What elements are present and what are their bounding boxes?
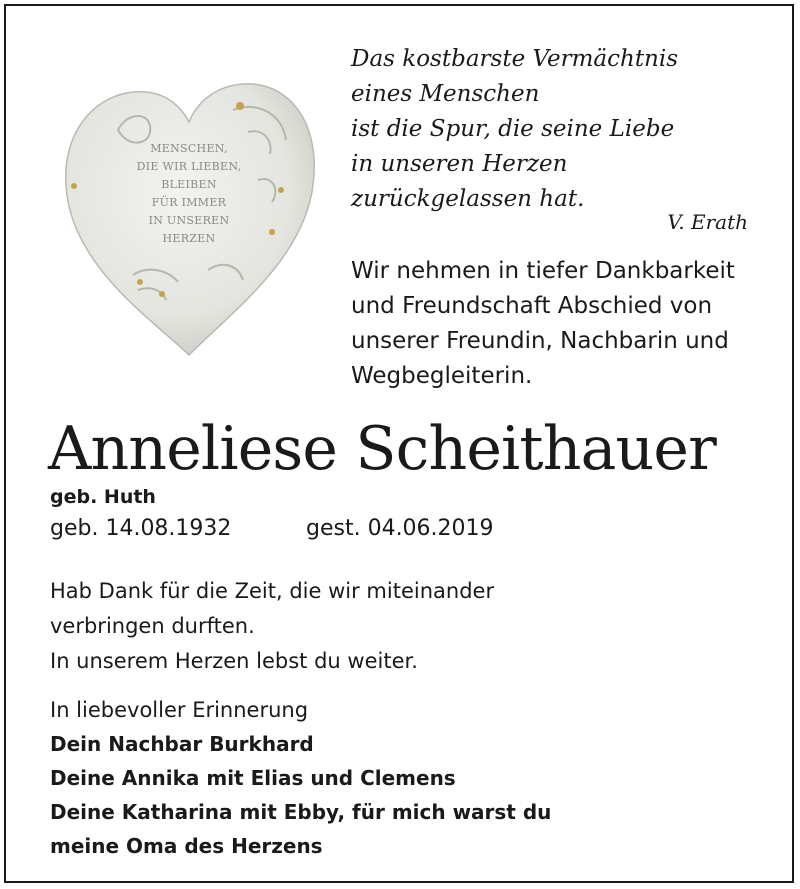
poem-line: eines Menschen: [351, 81, 540, 107]
signature-line: Dein Nachbar Burkhard: [50, 732, 314, 756]
thanks-line: verbringen durften.: [50, 614, 255, 638]
poem-line: in unseren Herzen: [351, 151, 568, 177]
poem: [351, 42, 761, 217]
death-date: gest. 04.06.2019: [306, 516, 494, 541]
poem-author: V. Erath: [667, 210, 748, 234]
heart-line: MENSCHEN,: [150, 142, 228, 155]
heart-inscription: [58, 140, 320, 248]
birth-date: geb. 14.08.1932: [50, 516, 232, 541]
intro-line: Wegbegleiterin.: [351, 363, 533, 389]
signature-line: meine Oma des Herzens: [50, 834, 323, 858]
thanks-text: [50, 574, 494, 679]
signature-line: Deine Katharina mit Ebby, für mich warst du: [50, 800, 552, 824]
heart-line: BLEIBEN: [161, 178, 217, 191]
intro-text: [351, 254, 771, 394]
memory-heading: In liebevoller Erinnerung: [50, 698, 309, 722]
life-dates: [50, 516, 494, 541]
obituary-frame: [4, 4, 794, 883]
heart-line: HERZEN: [162, 232, 216, 245]
intro-line: Wir nehmen in tiefer Dankbarkeit: [351, 258, 735, 284]
signature-line: Deine Annika mit Elias und Clemens: [50, 766, 456, 790]
memory-section: [50, 693, 551, 863]
poem-line: ist die Spur, die seine Liebe: [351, 116, 675, 142]
heart-line: DIE WIR LIEBEN,: [136, 160, 242, 173]
poem-line: zurückgelassen hat.: [351, 186, 585, 212]
intro-line: und Freundschaft Abschied von: [351, 293, 713, 319]
heart-stone-image: [58, 70, 320, 360]
heart-line: IN UNSEREN: [148, 214, 230, 227]
thanks-line: In unserem Herzen lebst du weiter.: [50, 649, 418, 673]
poem-line: Das kostbarste Vermächtnis: [351, 46, 679, 72]
thanks-line: Hab Dank für die Zeit, die wir miteinander: [50, 579, 495, 603]
maiden-name: geb. Huth: [50, 486, 156, 508]
heart-line: FÜR IMMER: [151, 196, 227, 209]
deceased-name: Anneliese Scheithauer: [48, 414, 716, 484]
intro-line: unserer Freundin, Nachbarin und: [351, 328, 729, 354]
